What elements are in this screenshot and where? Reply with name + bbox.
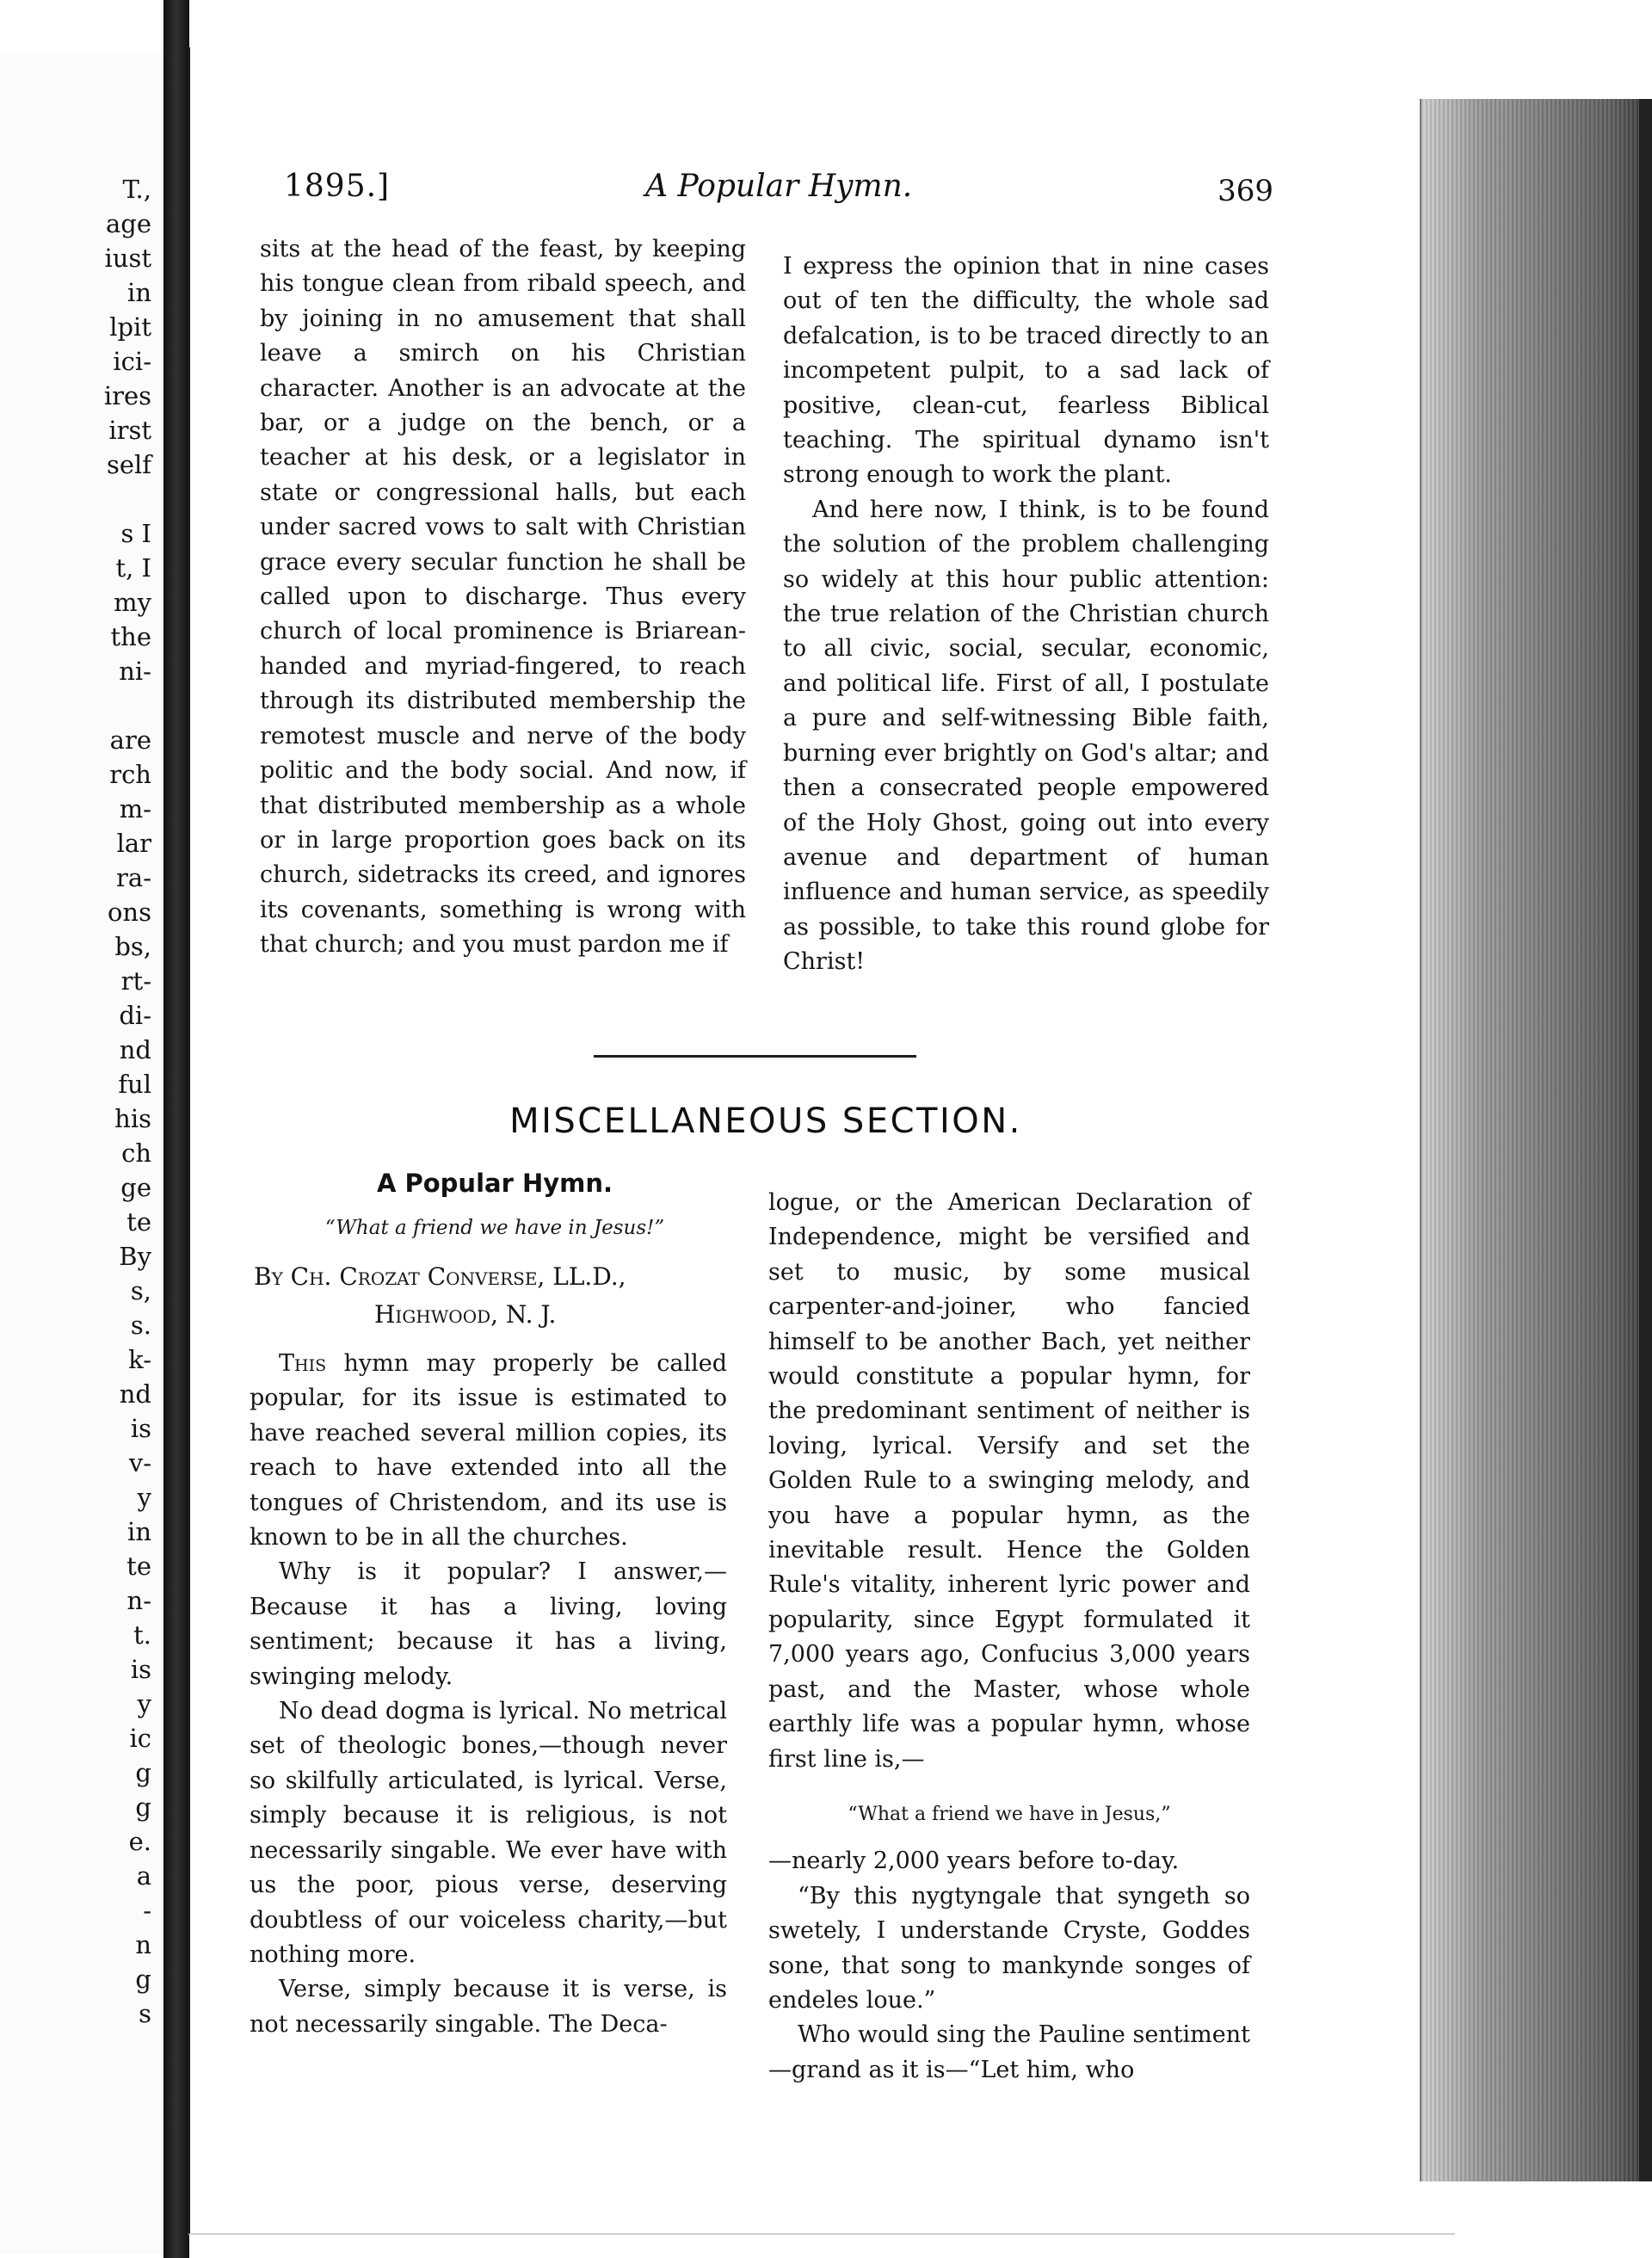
book-gutter xyxy=(163,0,189,2258)
book-page-stack-edge xyxy=(1420,99,1645,2181)
article-paragraph-2: Why is it popular? I answer,—Because it has a living, loving sentiment; because it has a living, swinging melody. xyxy=(250,1558,727,1690)
header-year: 1895.] xyxy=(284,169,391,204)
article-paragraph-4: Verse, simply because it is verse, is not necessarily singable. The Deca- xyxy=(250,1976,727,2038)
article-byline xyxy=(254,1258,736,1334)
article-title: A Popular Hymn. xyxy=(376,1169,613,1198)
article-paragraph-1 xyxy=(250,1347,727,1555)
header-running-title: A Popular Hymn. xyxy=(645,169,913,204)
section-title: MISCELLANEOUS SECTION. xyxy=(509,1101,1022,1141)
byline-author: By Ch. Crozat Converse, LL.D., xyxy=(254,1262,626,1291)
running-header xyxy=(284,163,1273,215)
article-right-column xyxy=(768,1186,1250,2088)
upper-right-paragraph-2: And here now, I think, is to be found the solution of the problem challenging so widely at this hour public attention: the true relation of the Christian church to all civic, social, secular, economic, and political life. First of all, I postulate a pure and self-witnessing Bible faith, burning ever brightly on God's altar; and then a consecrated people empowered of the Holy Ghost, going out into every avenue and department of human influence and human service, as speedily as possible, to take this round globe for Christ! xyxy=(783,496,1269,976)
article-right-paragraph-2: —nearly 2,000 years before to-day. xyxy=(768,1848,1180,1875)
article-lead-word: This xyxy=(279,1350,327,1377)
left-page-line-fragments: T., age iust in lpit ici- ires irst self s I t, I my the ni- are rch m- lar ra- ons bs, rt- di- nd ful his ch ge te By s, s. k- nd is v- y in te n- t. is y ic g g e. a - n g s xyxy=(103,175,151,2028)
article-right-paragraph-3: “By this nygtyngale that syngeth so swetely, I understande Cryste, Goddes sone, that song to mankynde songes of endeles loue.” xyxy=(768,1882,1250,2014)
section-divider-rule xyxy=(594,1055,916,1058)
article-paragraph-3: No dead dogma is lyrical. No metrical set of theologic bones,—though never so skilfully articulated, is lyrical. Verse, simply because it is religious, is not necessarily singable. We ever have with us the poor, pious verse, deserving doubtless of our voiceless charity,—but nothing more. xyxy=(250,1698,727,1968)
upper-right-paragraph-1: I express the opinion that in nine cases out of ten the difficulty, the whole sad defalcation, is to be traced directly to an incompetent pulpit, to a sad lack of positive, clean-cut, fearless Biblical teaching. The spiritual dynamo isn't strong enough to work the plant. xyxy=(783,253,1269,489)
article-left-column xyxy=(250,1347,727,2042)
upper-left-paragraph: sits at the head of the feast, by keeping his tongue clean from ribald speech, and by joining in no amusement that shall leave a smirch on his Christian character. Another is an advocate at the bar, or a judge on the bench, or a teacher at his desk, or a legislator in state or congressional halls, but each under sacred vows to salt with Christian grace every secular function he shall be called upon to discharge. Thus every church of local prominence is Briarean-handed and myriad-fingered, to reach through its distributed membership the remotest muscle and nerve of the body politic and the body social. And now, if that distributed membership as a whole or in large proportion goes back on its church, sidetracks its creed, and ignores its covenants, something is wrong with that church; and you must pardon me if xyxy=(260,236,746,959)
article-paragraph-1-text: hymn may properly be called popular, for its issue is estimated to have reached several million copies, its reach to have extended into all the tongues of Christendom, and its use is known to be in all the churches. xyxy=(250,1350,727,1552)
upper-right-column xyxy=(783,250,1269,980)
article-right-paragraph-4: Who would sing the Pauline sentiment—grand as it is—“Let him, who xyxy=(768,2021,1250,2083)
byline-location: Highwood, N. J. xyxy=(374,1300,557,1329)
book-edge-shadow xyxy=(1639,99,1652,2181)
page-number: 369 xyxy=(1217,174,1273,208)
hymn-quote-line: “What a friend we have in Jesus,” xyxy=(848,1803,1171,1825)
article-right-paragraph-1: logue, or the American Declaration of Independence, might be versified and set to music, by some musical carpenter-and-joiner, who fancied himself to be another Bach, yet neither would constitute a popular hymn, for the predominant sentiment of neither is loving, lyrical. Versify and set the Golden Rule to a swinging melody, and you have a popular hymn, as the inevitable result. Hence the Golden Rule's vitality, inherent lyric power and popularity, since Egypt formulated it 7,000 years ago, Confucius 3,000 years past, and the Master, whose whole earthly life was a popular hymn, whose first line is,— xyxy=(768,1189,1250,1773)
article-epigraph: “What a friend we have in Jesus!” xyxy=(324,1217,665,1239)
upper-left-column xyxy=(260,232,746,963)
left-facing-page xyxy=(0,52,169,2255)
